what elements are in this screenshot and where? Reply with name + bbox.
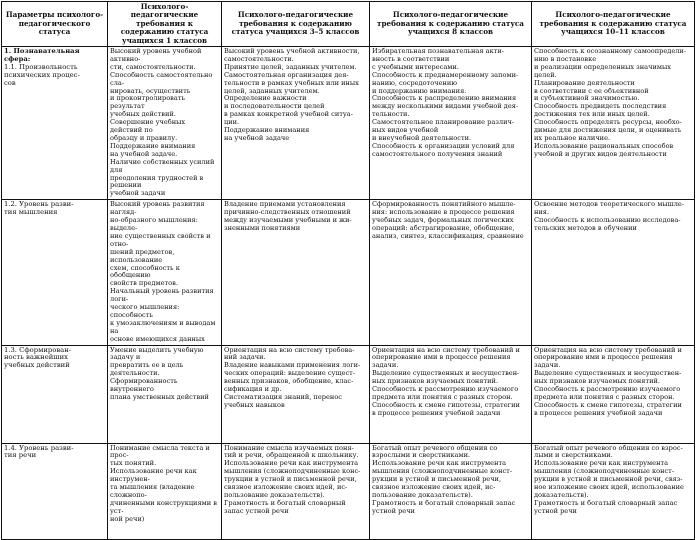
requirement-cell: Умение выделить учебную задачу и превратить ее в цель деятельности. Сформированность внутреннего плана умственных действий [108, 345, 222, 443]
parameter-cell [2, 47, 108, 200]
requirement-cell: Сформированность понятийного мышле- ния: использование в процессе решения учебных задач, формальных логических операций: абстрагирование, обобщение, анализ, синтез, классификация, сравнение [370, 200, 532, 345]
parameter-label: 1.3. Сформирован- ность важнейших учебных действий [4, 345, 72, 370]
parameter-cell [2, 443, 108, 539]
parameter-label: 1.4. Уровень разви- тия речи [4, 443, 74, 460]
table-row [2, 443, 695, 539]
requirement-cell: Богатый опыт речевого общения со взрослыми и сверстниками. Использование речи как инструмента мышления (сложноподчиненные конст- рукции в устной и письменной речи, связное изложение своих идей, ис- пользование доказательств). Грамотность и богатый словарный запас устной речи [370, 443, 532, 539]
header-grade-8: Психолого-педагогические требования к содержанию статуса учащихся 8 классов [370, 2, 532, 47]
table-row [2, 345, 695, 443]
requirement-cell: Способность к осознанному самоопредели- нию в постановке и реализации определенных значимых целей. Планирование деятельности в соответствии с ее объективной и субъективной значимостью. Способность предвидеть последствия достижения тех или иных целей. Способность определять ресурсы, необхо- димые для достижения цели, и оценивать их реальное наличие. Использование рациональных способов учебной и других видов деятельности [532, 47, 695, 200]
requirement-cell: Высокий уровень развития нагляд- но-образного мышления: выделе- ние существенных свойств и отно- шений предметов, использование схем, способность к обобщению свойств предметов. Начальный уровень развития логи- ческого мышления: способность к умозаключениям и выводам на основе имеющихся данных [108, 200, 222, 345]
document-page [1, 1, 694, 523]
requirement-cell: Ориентация на всю систему требований и оперирование ими в процессе решения задачи. Выделение существенных и несуществен- ных признаков изучаемых понятий. Способность к рассмотрению изучаемого предмета или понятия с разных сторон. Способность к смене гипотезы, стратегии в процессе решения учебной задачи [532, 345, 695, 443]
parameter-cell [2, 345, 108, 443]
requirement-cell: Высокий уровень учебной активности, самостоятельности. Принятие целей, заданных учителем. Самостоятельная организация дея- тельности в рамках учебных или иных целей, заданных учителем. Определение важности и последовательности целей в рамках конкретной учебной ситуа- ции. Поддержание внимания на учебной задаче [222, 47, 370, 200]
requirement-cell: Богатый опыт речевого общения со взрос- лыми и сверстниками. Использование речи как инструмента мышления (сложноподчиненные конст- рукции в устной и письменной речи, связ- ное изложение своих идей, использование доказательств). Грамотность и богатый словарный запас устной речи [532, 443, 695, 539]
requirement-cell: Ориентация на всю систему требований и оперирование ими в процессе решения задачи. Выделение существенных и несуществен- ных признаков изучаемых понятий. Способность к рассмотрению изучаемого предмета или понятия с разных сторон. Способность к смене гипотезы, стратегии в процессе решения учебной задачи [370, 345, 532, 443]
parameter-cell [2, 200, 108, 345]
requirement-cell: Ориентация на всю систему требова- ний задачи. Владение навыками применения логи- ческих операций: выделение сущест- венных признаков, обобщение, клас- сификация и др. Систематизация знаний, перенос учебных навыков [222, 345, 370, 443]
table-header-row [2, 2, 695, 47]
parameter-label: 1.1. Произвольность психических процес- сов [4, 62, 80, 87]
requirement-cell: Понимание смысла текста и прос- тых понятий. Использование речи как инструмен- та мышления (владение сложнопо- дчиненными конструкциями в уст- ной речи) [108, 443, 222, 539]
requirement-cell: Освоение методов теоретического мышле- ния. Способность к использованию исследова- тельских методов в обучении [532, 200, 695, 345]
header-grade-3-5: Психолого-педагогические требования к содержанию статуса учащихся 3–5 классов [222, 2, 370, 47]
header-grade-1: Психолого-педагогические требования к содержанию статуса учащихся 1 классов [108, 2, 222, 47]
header-grade-10-11: Психолого-педагогические требования к содержанию статуса учащихся 10–11 классов [532, 2, 695, 47]
requirement-cell: Высокий уровень учебной активно- сти, самостоятельности. Способность самостоятельно сла- нировать, осуществить и проконтролировать результат учебных действий. Совершение учебных действий по образцу и правилу. Поддержание внимания на учебной задаче. Наличие собственных усилий для преодоления трудностей в решении учебной задачи [108, 47, 222, 200]
psychological-status-table [1, 1, 695, 540]
table-row [2, 200, 695, 345]
section-title: 1. Познавательная сфера: [4, 47, 80, 63]
requirement-cell: Избирательная познавательная акти- вность в соответствии с учебными интересами. Способность к преднамеренному запоми- нанию, сосредоточению и поддержанию внимания. Способность к распределению внимания между несколькими видами учебной дея- тельности. Самостоятельное планирование различ- ных видов учебной и внеучебной деятельности. Способность к организации условий для самостоятельного получения знаний [370, 47, 532, 200]
table-row [2, 47, 695, 200]
header-parameters: Параметры психолого-педагогического статуса [2, 2, 108, 47]
requirement-cell: Понимание смысла изучаемых поня- тий и речи, обращенной к школьнику. Использование речи как инструмента мышления (сложноподчиненные конс- трукции в устной и письменной речи, связное изложение своих идей, ис- пользование доказательств). Грамотность и богатый словарный запас устной речи [222, 443, 370, 539]
parameter-label: 1.2. Уровень разви- тия мышления [4, 200, 74, 217]
requirement-cell: Владение приемами установления причинно-следственных отношений между изучаемыми учебными и жи- зненными понятиями [222, 200, 370, 345]
